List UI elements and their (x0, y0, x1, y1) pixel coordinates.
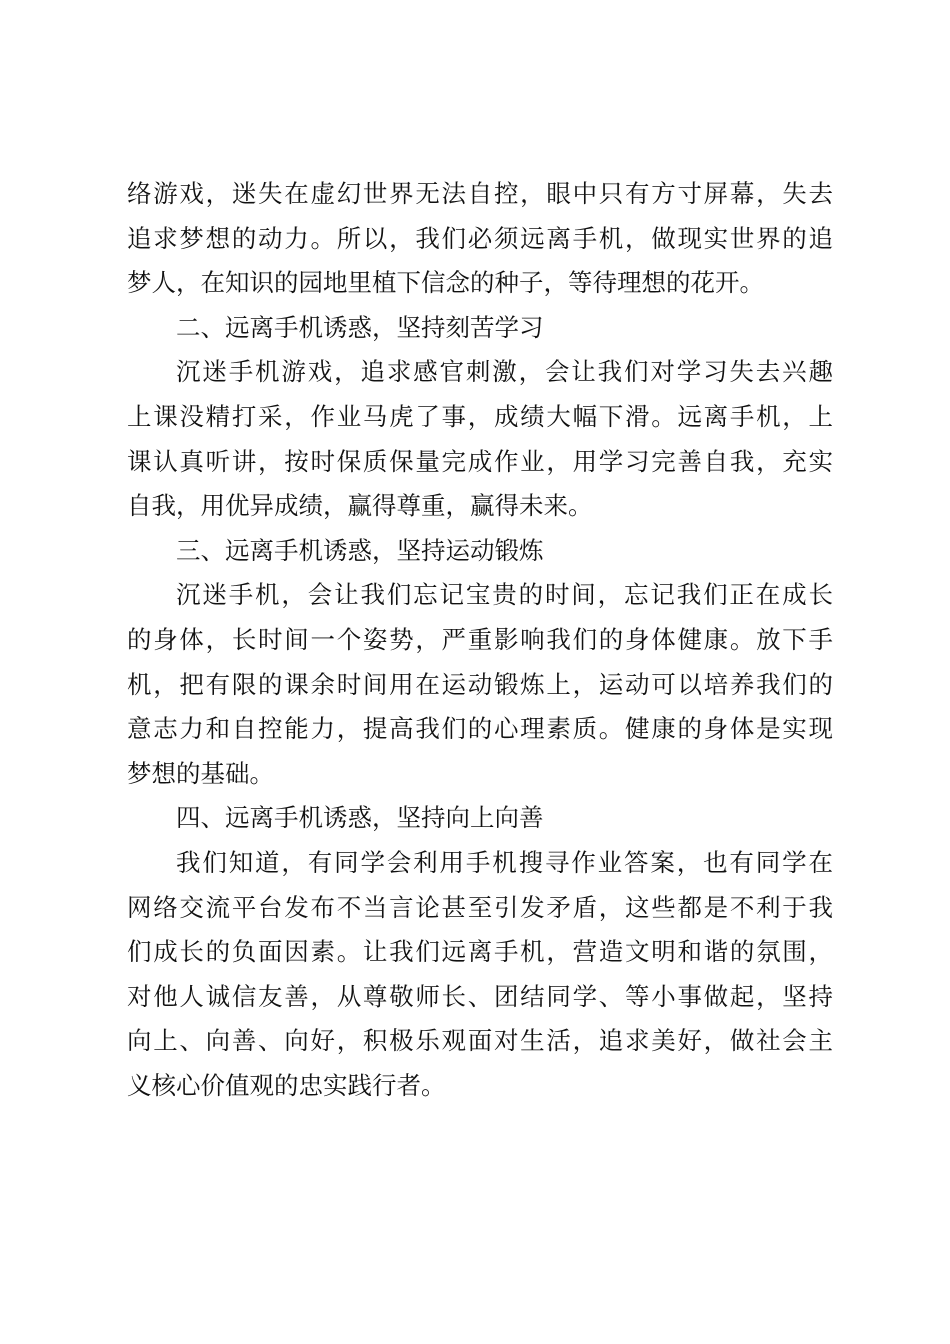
text-line: 网络交流平台发布不当言论甚至引发矛盾，这些都是不利于我 (127, 892, 833, 922)
text-line: 上课没精打采，作业马虎了事，成绩大幅下滑。远离手机，上 (127, 401, 833, 431)
section-heading: 四、远离手机诱惑，坚持向上向善 (176, 803, 544, 833)
text-line: 我们知道，有同学会利用手机搜寻作业答案，也有同学在 (176, 847, 833, 877)
text-line: 们成长的负面因素。让我们远离手机，营造文明和谐的氛围， (127, 937, 833, 967)
text-line: 向上、向善、向好，积极乐观面对生活，追求美好，做社会主 (127, 1026, 833, 1056)
text-line: 沉迷手机，会让我们忘记宝贵的时间，忘记我们正在成长 (176, 580, 833, 610)
text-line: 的身体，长时间一个姿势，严重影响我们的身体健康。放下手 (127, 624, 833, 654)
text-line: 课认真听讲，按时保质保量完成作业，用学习完善自我，充实 (127, 446, 833, 476)
text-line: 梦人，在知识的园地里植下信念的种子，等待理想的花开。 (127, 268, 764, 298)
text-line: 追求梦想的动力。所以，我们必须远离手机，做现实世界的追 (127, 223, 833, 253)
text-line: 自我，用优异成绩，赢得尊重，赢得未来。 (127, 491, 593, 521)
section-heading: 二、远离手机诱惑，坚持刻苦学习 (176, 312, 544, 342)
document-body (127, 172, 833, 1108)
text-line: 沉迷手机游戏，追求感官刺激，会让我们对学习失去兴趣 (176, 357, 833, 387)
text-line: 意志力和自控能力，提高我们的心理素质。健康的身体是实现 (127, 714, 833, 744)
text-line: 梦想的基础。 (127, 758, 274, 788)
section-heading: 三、远离手机诱惑，坚持运动锻炼 (176, 535, 544, 565)
text-line: 络游戏，迷失在虚幻世界无法自控，眼中只有方寸屏幕，失去 (127, 179, 833, 208)
text-line: 对他人诚信友善，从尊敬师长、团结同学、等小事做起，坚持 (127, 981, 833, 1011)
text-line: 义核心价值观的忠实践行者。 (127, 1070, 446, 1100)
text-line: 机，把有限的课余时间用在运动锻炼上，运动可以培养我们的 (127, 669, 833, 699)
